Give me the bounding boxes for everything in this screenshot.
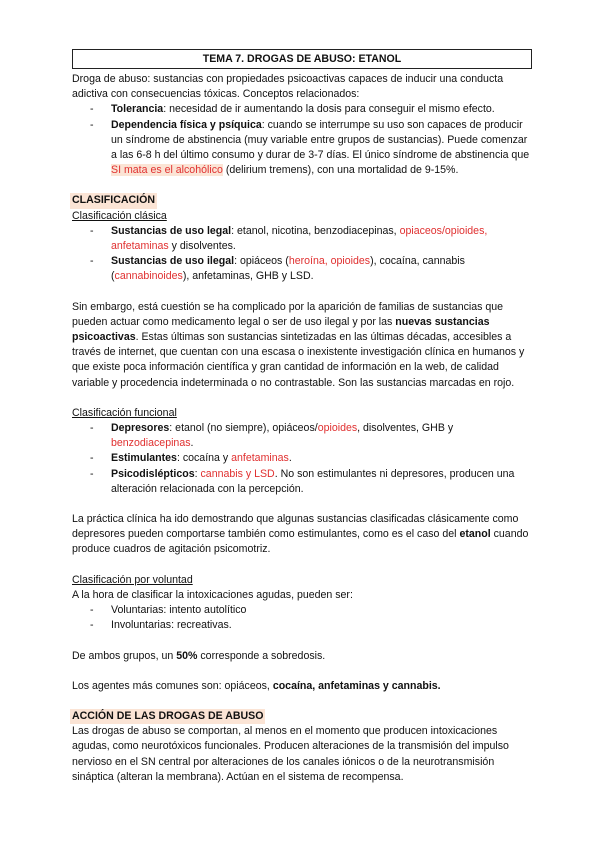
section-heading-clasificacion: CLASIFICACIÓN: [72, 193, 530, 208]
paragraph-accion: Las drogas de abuso se comportan, al menos en el momento que producen intoxicaciones agudas, como neurotóxicos funcionales. Producen alteraciones de la transmisión del impulso nervioso en el SN central por alteraciones de los canales iónicos o de la neurotransmisión sináptica (alteran la membrana). Actúan en el sistema de recompensa.: [72, 725, 509, 783]
voluntad-list: [72, 603, 530, 633]
voluntad-intro: A la hora de clasificar la intoxicaciones agudas, pueden ser:: [72, 588, 353, 601]
list-item-dependencia: - Dependencia física y psíquica: cuando se interrumpe su uso son capaces de producir un síndrome de abstinencia (muy variable entre grupos de sustancias). Puede comenzar a las 6-8 h del último consumo y durar de 3-7 días. El único síndrome de abstinencia que SI mata es el alcohólico (delirium tremens), con una mortalidad de 9-15%.: [72, 118, 530, 179]
subheading-funcional: Clasificación funcional: [72, 406, 177, 419]
paragraph-practica-clinica: La práctica clínica ha ido demostrando que algunas sustancias clasificadas clásicamente como depresores pueden comportarse también como estimulantes, como es el caso del etanol cuando produce cuadros de agitación psicomotriz.: [72, 513, 529, 556]
intro-text: Droga de abuso: sustancias con propiedades psicoactivas capaces de inducir una conducta adictiva con consecuencias tóxicas. Conceptos relacionados:: [72, 73, 504, 101]
paragraph-nuevas-sustancias: Sin embargo, está cuestión se ha complicado por la aparición de familias de sustancias que pueden actuar como medicamento legal o ser de uso ilegal y por las nuevas sustancias psicoactivas. Estas últimas son sustancias sintetizadas en las últimas décadas, accesibles a través de internet, que cuentan con una escasa o inexistente investigación clínica en humanos y que existe poca información científica y gran cantidad de información en la web, de calidad variable y procedencia indeterminada o no contrastable. Son las sustancias marcadas en rojo.: [72, 300, 525, 389]
intro-paragraph: [72, 72, 530, 102]
list-item-involuntarias: - Involuntarias: recreativas.: [72, 618, 530, 633]
paragraph-agentes: Los agentes más comunes son: opiáceos, cocaína, anfetaminas y cannabis.: [72, 679, 441, 692]
clasica-list: [72, 224, 530, 285]
list-item-uso-ilegal: - Sustancias de uso ilegal: opiáceos (heroína, opioides), cocaína, cannabis (cannabinoides), anfetaminas, GHB y LSD.: [72, 254, 530, 284]
page-title: TEMA 7. DROGAS DE ABUSO: ETANOL: [72, 49, 532, 69]
funcional-list: [72, 421, 530, 497]
document-body: [72, 72, 530, 785]
concepts-list: [72, 102, 530, 178]
list-item-estimulantes: - Estimulantes: cocaína y anfetaminas.: [72, 451, 530, 466]
subheading-voluntad: Clasificación por voluntad: [72, 573, 193, 586]
list-item-tolerancia: - Tolerancia: necesidad de ir aumentando la dosis para conseguir el mismo efecto.: [72, 102, 530, 117]
list-item-uso-legal: - Sustancias de uso legal: etanol, nicotina, benzodiacepinas, opiaceos/opioides, anfetaminas y disolventes.: [72, 224, 530, 254]
paragraph-sobredosis: De ambos grupos, un 50% corresponde a sobredosis.: [72, 649, 326, 662]
subheading-clasica: Clasificación clásica: [72, 209, 167, 222]
section-heading-accion: ACCIÓN DE LAS DROGAS DE ABUSO: [72, 709, 530, 724]
list-item-voluntarias: - Voluntarias: intento autolítico: [72, 603, 530, 618]
list-item-depresores: - Depresores: etanol (no siempre), opiáceos/opioides, disolventes, GHB y benzodiacepinas.: [72, 421, 530, 451]
list-item-psicodislepticos: - Psicodislépticos: cannabis y LSD. No son estimulantes ni depresores, producen una alteración relacionada con la percepción.: [72, 467, 530, 497]
